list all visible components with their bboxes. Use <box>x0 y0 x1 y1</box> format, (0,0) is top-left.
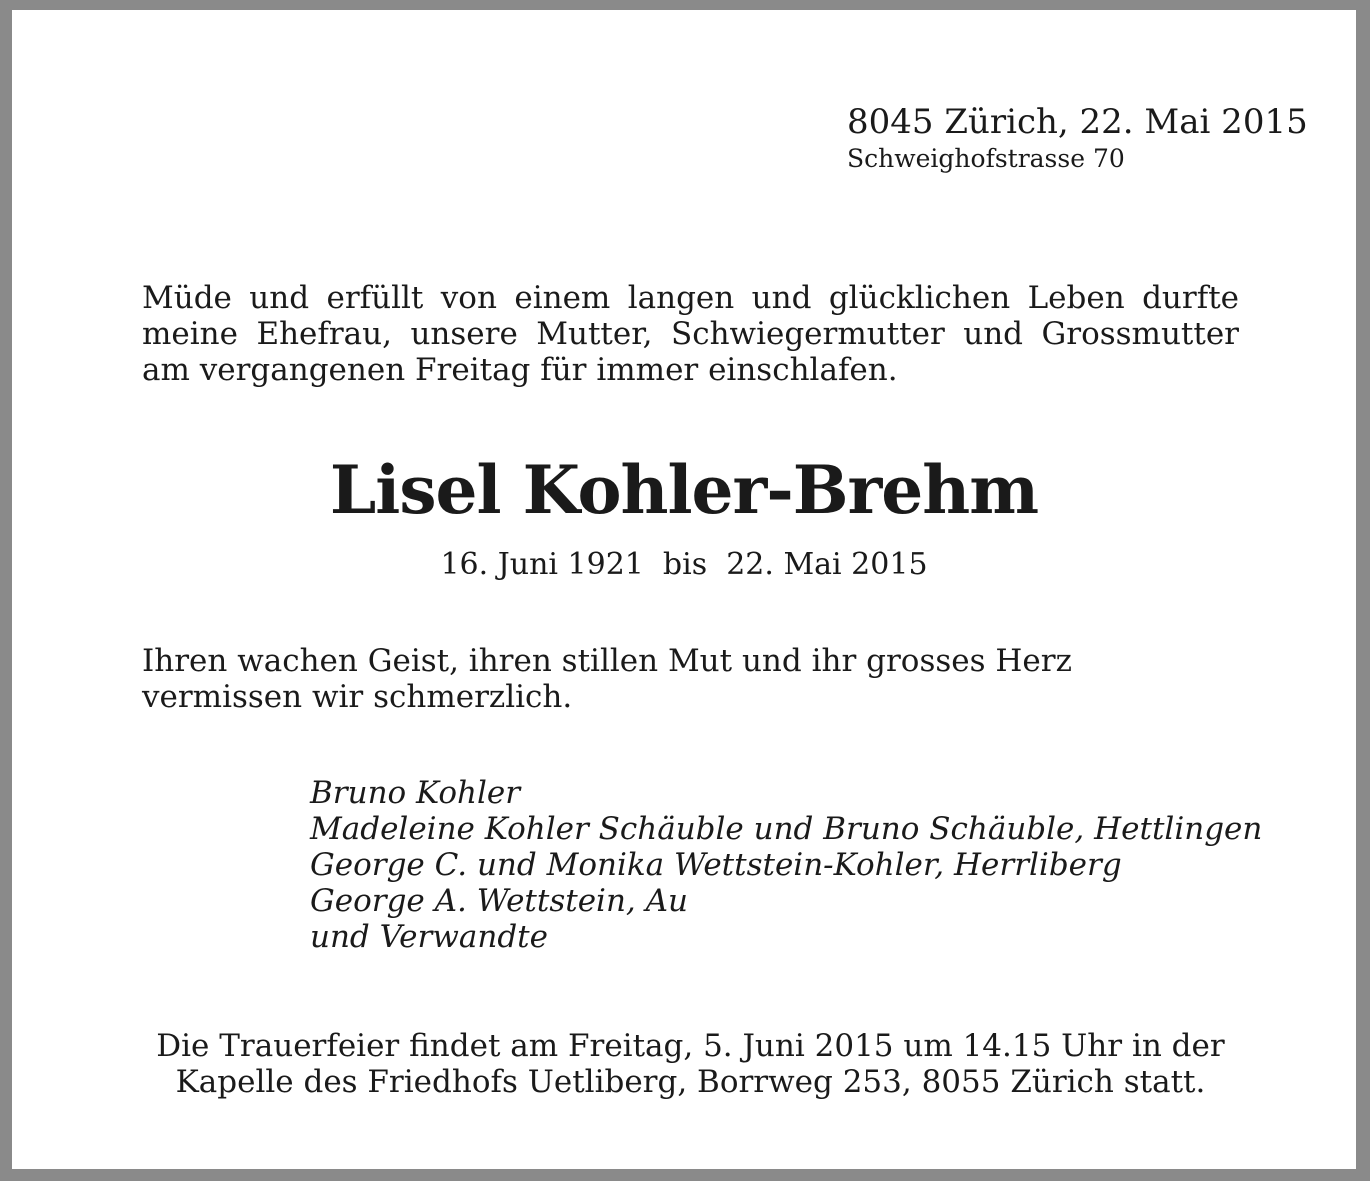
deceased-name: Lisel Kohler-Brehm <box>329 451 1039 529</box>
funeral-notice <box>12 1028 1369 1100</box>
life-dates: 16. Juni 1921 bis 22. Mai 2015 <box>440 547 928 582</box>
place-date: 8045 Zürich, 22. Mai 2015 <box>847 102 1308 142</box>
mourner-name: Madeleine Kohler Schäuble und Bruno Schäuble, Hettlingen <box>310 811 1263 847</box>
mourner-name: George C. und Monika Wettstein-Kohler, Herrliberg <box>310 847 1122 883</box>
funeral-line: Kapelle des Friedhofs Uetliberg, Borrweg 253, 8055 Zürich statt. <box>175 1064 1206 1100</box>
street-address: Schweighofstrasse 70 <box>847 144 1125 173</box>
intro-paragraph: Müde und erfüllt von einem langen und glücklichen Leben durfte meine Ehefrau, unsere Mutter, Schwiegermutter und Grossmutter am vergangenen Freitag für immer einschlafen. <box>142 280 1239 388</box>
mourner-name: Bruno Kohler <box>310 775 521 811</box>
mourner-name: George A. Wettstein, Au <box>310 883 688 919</box>
mourners-list <box>310 775 1270 955</box>
funeral-line: Die Trauerfeier findet am Freitag, 5. Juni 2015 um 14.15 Uhr in der <box>156 1028 1225 1064</box>
memory-paragraph: Ihren wachen Geist, ihren stillen Mut und ihr grosses Herz vermissen wir schmerzlich. <box>142 643 1072 715</box>
header-block <box>847 102 1308 176</box>
obituary-page <box>12 10 1356 1169</box>
mourner-name: und Verwandte <box>310 919 548 955</box>
